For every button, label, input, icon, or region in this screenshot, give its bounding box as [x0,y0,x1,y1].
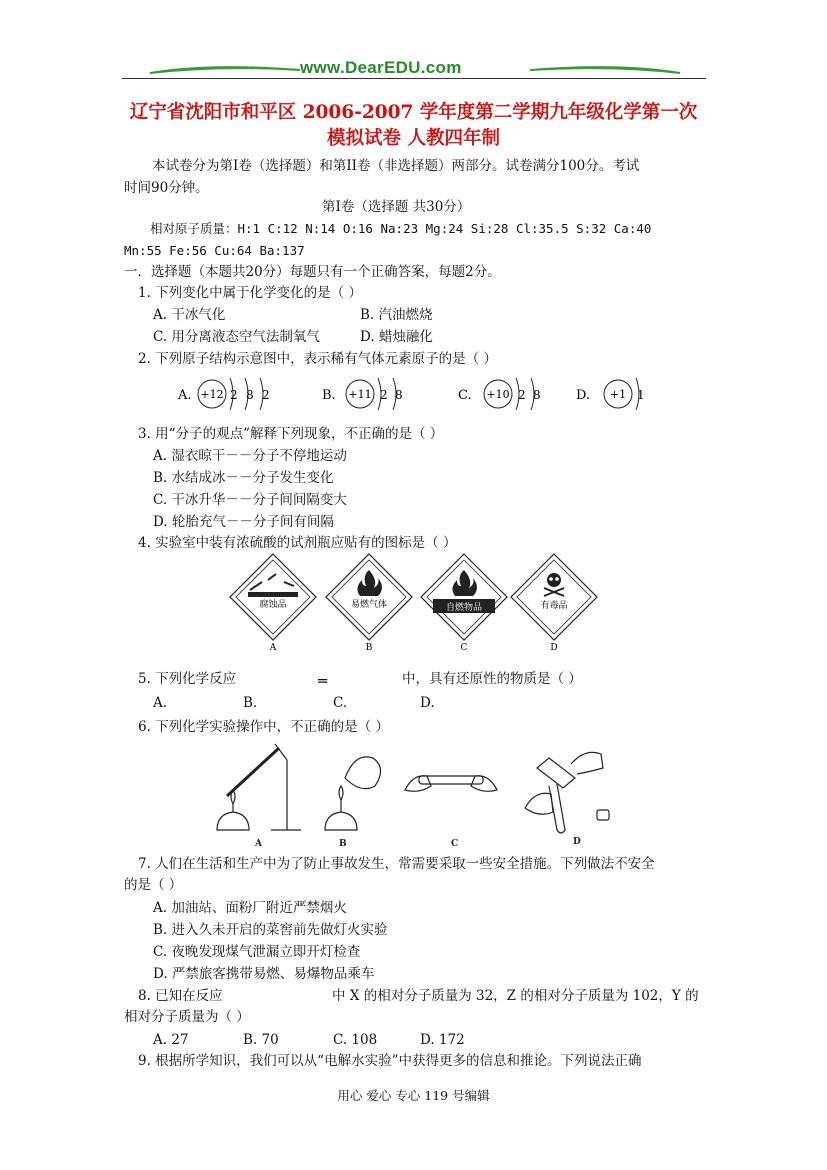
q4-option-b[interactable] [326,554,412,652]
alcohol-lamp-icon [325,812,357,830]
q9-stem: 9. 根据所学知识，我们可以从“电解水实验”中获得更多的信息和推论。下列说法正确 [138,1053,642,1069]
q8-stem-line2: 相对分子质量为（ ） [124,1009,250,1025]
q3-option-b[interactable]: B. 水结成冰－－分子发生变化 [153,470,334,486]
svg-text:腐蚀品: 腐蚀品 [259,600,287,610]
svg-text:+12: +12 [200,388,224,401]
svg-text:D.: D. [576,388,591,403]
q8-stem-part1: 8. 已知在反应 [138,988,223,1004]
q6-option-d[interactable] [525,752,609,847]
q7-stem-line2: 的是（ ） [124,877,183,893]
svg-text:1: 1 [637,388,645,402]
q3-option-a[interactable]: A. 湿衣晾干－－分子不停地运动 [153,448,347,464]
page-title-line2: 模拟试卷 人教四年制 [327,128,500,149]
svg-text:B.: B. [322,388,336,403]
q6-lab-operations [205,738,615,850]
part1-heading: 一．选择题（本题共20分）每题只有一个正确答案，每题2分。 [124,264,501,280]
q3-option-d[interactable]: D. 轮胎充气－－分子间有间隔 [153,514,334,530]
q6-option-a[interactable] [217,744,301,849]
q3-option-c[interactable]: C. 干冰升华－－分子间间隔变大 [153,492,347,508]
q2-option-d[interactable] [576,378,645,410]
svg-text:有毒品: 有毒品 [540,601,568,611]
q4-option-a[interactable] [230,554,316,652]
q4-option-c[interactable] [421,554,507,652]
q3-stem: 3. 用“分子的观点”解释下列现象，不正确的是（ ） [138,426,444,442]
svg-text:2: 2 [230,388,238,402]
q7-option-a[interactable]: A. 加油站、面粉厂附近严禁烟火 [153,900,347,916]
q6-option-b[interactable] [325,757,381,849]
q5-stem: 5. 下列化学反应 [138,671,237,687]
q7-option-b[interactable]: B. 进入久未开启的菜窖前先做灯火实验 [153,922,388,938]
q4-stem: 4. 实验室中装有浓硫酸的试剂瓶应贴有的图标是（ ） [138,535,457,551]
svg-text:C: C [460,643,468,652]
svg-text:D: D [550,643,558,652]
q1-option-d[interactable]: D. 蜡烛融化 [360,329,433,345]
page-title-line1: 辽宁省沈阳市和平区 2006-2007 学年度第二学期九年级化学第一次 [129,102,698,123]
q5-equation-sign: ═ [318,672,328,690]
q5-option-b[interactable]: B. [243,695,258,711]
q5-option-d[interactable]: D. [420,695,435,711]
q8-option-a[interactable]: A. 27 [153,1032,189,1048]
q1-option-a[interactable]: A. 干冰气化 [153,307,226,323]
svg-text:易燃气体: 易燃气体 [350,600,388,610]
svg-text:+10: +10 [486,388,510,401]
q7-option-d[interactable]: D. 严禁旅客携带易燃、易爆物品乘车 [153,966,375,982]
q2-option-c[interactable] [458,378,541,410]
svg-text:C: C [451,839,459,849]
header-logo[interactable]: www.DearEDU.com [300,58,462,77]
svg-text:自燃物品: 自燃物品 [445,603,483,613]
q6-option-c[interactable] [405,776,497,849]
svg-text:B: B [339,839,347,849]
q8-option-d[interactable]: D. 172 [420,1032,465,1048]
svg-text:B: B [365,643,373,652]
svg-text:D: D [573,837,581,847]
q1-option-b[interactable]: B. 汽油燃烧 [360,307,433,323]
svg-text:A.: A. [178,388,192,403]
q5-option-c[interactable]: C. [333,695,348,711]
q8-option-b[interactable]: B. 70 [243,1032,279,1048]
atomic-mass-line2: Mn:55 Fe:56 Cu:64 Ba:137 [124,243,305,258]
q2-atom-diagrams [170,372,650,416]
svg-text:2: 2 [518,388,526,402]
svg-text:2: 2 [262,388,270,402]
svg-text:8: 8 [246,388,254,402]
svg-text:+1: +1 [609,388,627,401]
q7-option-c[interactable]: C. 夜晚发现煤气泄漏立即开灯检查 [153,944,361,960]
q4-hazard-signs [228,552,608,652]
q2-option-a[interactable] [177,378,270,410]
intro-line1: 本试卷分为第Ⅰ卷（选择题）和第II卷（非选择题）两部分。试卷满分100分。考试 [152,158,640,174]
q1-option-c[interactable]: C. 用分离液态空气法制氧气 [153,329,320,345]
svg-text:8: 8 [533,388,541,402]
svg-text:8: 8 [395,388,403,402]
q8-stem-part2: 中 X 的相对分子质量为 32，Z 的相对分子质量为 102，Y 的 [332,988,699,1004]
q2-stem: 2. 下列原子结构示意图中，表示稀有气体元素原子的是（ ） [138,351,497,367]
page-footer: 用心 爱心 专心 119 号编辑 [337,1088,490,1103]
svg-text:2: 2 [380,388,388,402]
section1-heading: 第Ⅰ卷（选择题 共30分） [322,199,471,215]
intro-line2: 时间90分钟。 [124,180,209,196]
q4-option-d[interactable] [511,554,597,652]
q1-stem: 1. 下列变化中属于化学变化的是（ ） [138,285,362,301]
q2-option-b[interactable] [322,378,403,410]
svg-text:A: A [269,643,277,652]
q7-stem-line1: 7. 人们在生活和生产中为了防止事故发生，常需要采取一些安全措施。下列做法不安全 [138,856,655,872]
svg-text:C.: C. [458,388,472,403]
header-divider [122,78,706,79]
q8-option-c[interactable]: C. 108 [333,1032,378,1048]
q5-stem-tail: 中，具有还原性的物质是（ ） [402,671,582,687]
q6-stem: 6. 下列化学实验操作中，不正确的是（ ） [138,719,389,735]
atomic-mass-line1: 相对原子质量：H:1 C:12 N:14 O:16 Na:23 Mg:24 Si:28 Cl:35.5 S:32 Ca:40 [150,221,652,236]
svg-text:+11: +11 [348,388,372,401]
svg-text:A: A [255,839,262,849]
alcohol-lamp-icon [217,812,249,830]
q5-option-a[interactable]: A. [153,695,168,711]
